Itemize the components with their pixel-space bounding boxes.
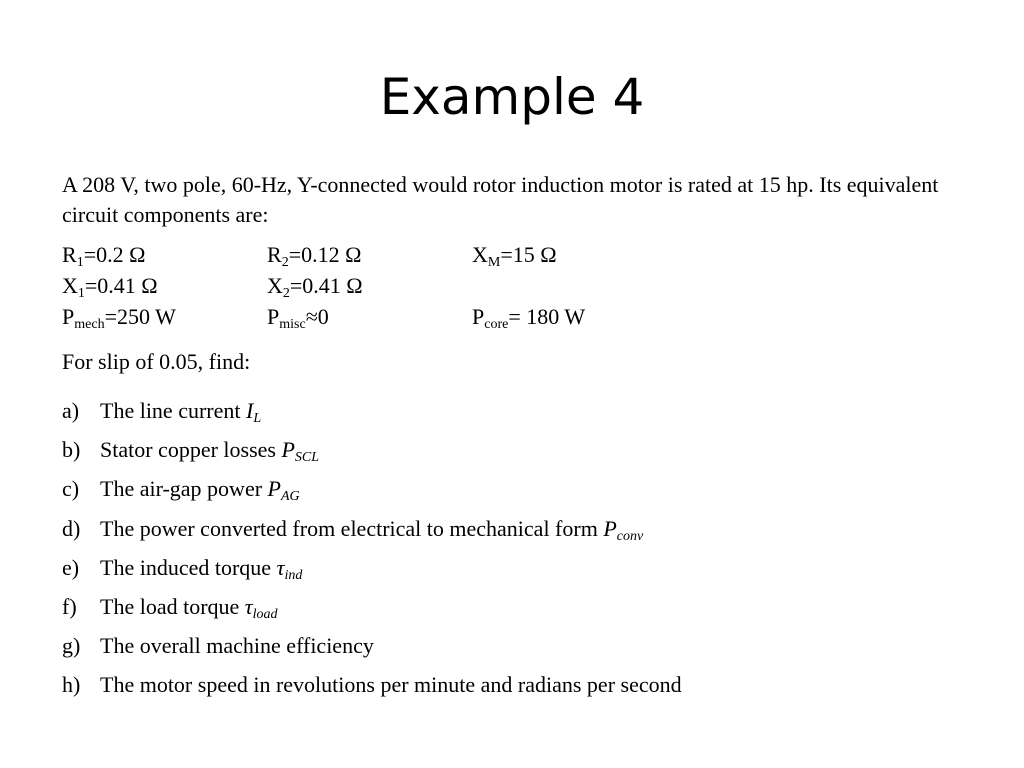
- list-item-letter: e): [62, 554, 80, 580]
- slip-prompt: For slip of 0.05, find:: [62, 349, 251, 374]
- list-item: [62, 514, 962, 553]
- list-item: [62, 631, 962, 670]
- list-item: [62, 396, 962, 435]
- parameter-x2: $X_2=0.41$ Ω: [267, 273, 363, 301]
- list-item-text: The air-gap power $P_{AG}$: [100, 476, 300, 505]
- list-item-symbol: $\tau_{load}$: [244, 593, 278, 622]
- parameter-r1: $R_1=0.2$ Ω: [62, 242, 146, 270]
- list-item-letter: d): [62, 515, 81, 541]
- list-item: [62, 474, 962, 513]
- list-item-letter: h): [62, 672, 81, 698]
- slide-title: Example 4: [379, 68, 645, 126]
- parameter-empty: [472, 270, 677, 301]
- list-item: [62, 670, 962, 709]
- question-list: [62, 396, 962, 710]
- list-item-letter: g): [62, 633, 81, 659]
- parameter-table: [62, 239, 762, 332]
- list-item-text: The overall machine efficiency: [100, 633, 374, 659]
- list-item-symbol: $P_{conv}$: [603, 515, 644, 544]
- list-item-text: The load torque $\tau_{load}$: [100, 593, 278, 622]
- list-item-letter: c): [62, 476, 80, 502]
- parameter-row: [62, 239, 762, 270]
- parameter-xm: $X_M=15$ Ω: [472, 242, 557, 270]
- list-item: [62, 592, 962, 631]
- list-item: [62, 553, 962, 592]
- parameter-row: [62, 301, 762, 332]
- list-item-symbol: $I_L$: [246, 398, 262, 426]
- list-item: [62, 435, 962, 474]
- list-item-letter: b): [62, 437, 81, 463]
- list-item-text: Stator copper losses $P_{SCL}$: [100, 437, 320, 466]
- problem-statement: A 208 V, two pole, 60-Hz, Y-connected would rotor induction motor is rated at 15 hp. Its equivalent circuit components are:: [62, 172, 939, 227]
- parameter-row: [62, 270, 762, 301]
- parameter-pmech: $P_{mech}=250$ W: [62, 304, 176, 332]
- list-item-text: The line current $I_L$: [100, 398, 262, 426]
- list-item-text: The motor speed in revolutions per minute and radians per second: [100, 672, 682, 698]
- list-item-letter: f): [62, 593, 77, 619]
- parameter-r2: $R_2=0.12$ Ω: [267, 242, 362, 270]
- parameter-x1: $X_1=0.41$ Ω: [62, 273, 158, 301]
- list-item-text: The induced torque $\tau_{ind}$: [100, 554, 303, 583]
- list-item-letter: a): [62, 398, 80, 423]
- list-item-symbol: $P_{SCL}$: [281, 437, 320, 466]
- parameter-pmisc: $P_{misc}\approx 0$: [267, 304, 329, 332]
- parameter-pcore: $P_{core}= 180$ W: [472, 304, 586, 332]
- list-item-symbol: $P_{AG}$: [267, 476, 300, 505]
- list-item-symbol: $\tau_{ind}$: [276, 554, 303, 583]
- list-item-text: The power converted from electrical to mechanical form $P_{conv}$: [100, 515, 644, 544]
